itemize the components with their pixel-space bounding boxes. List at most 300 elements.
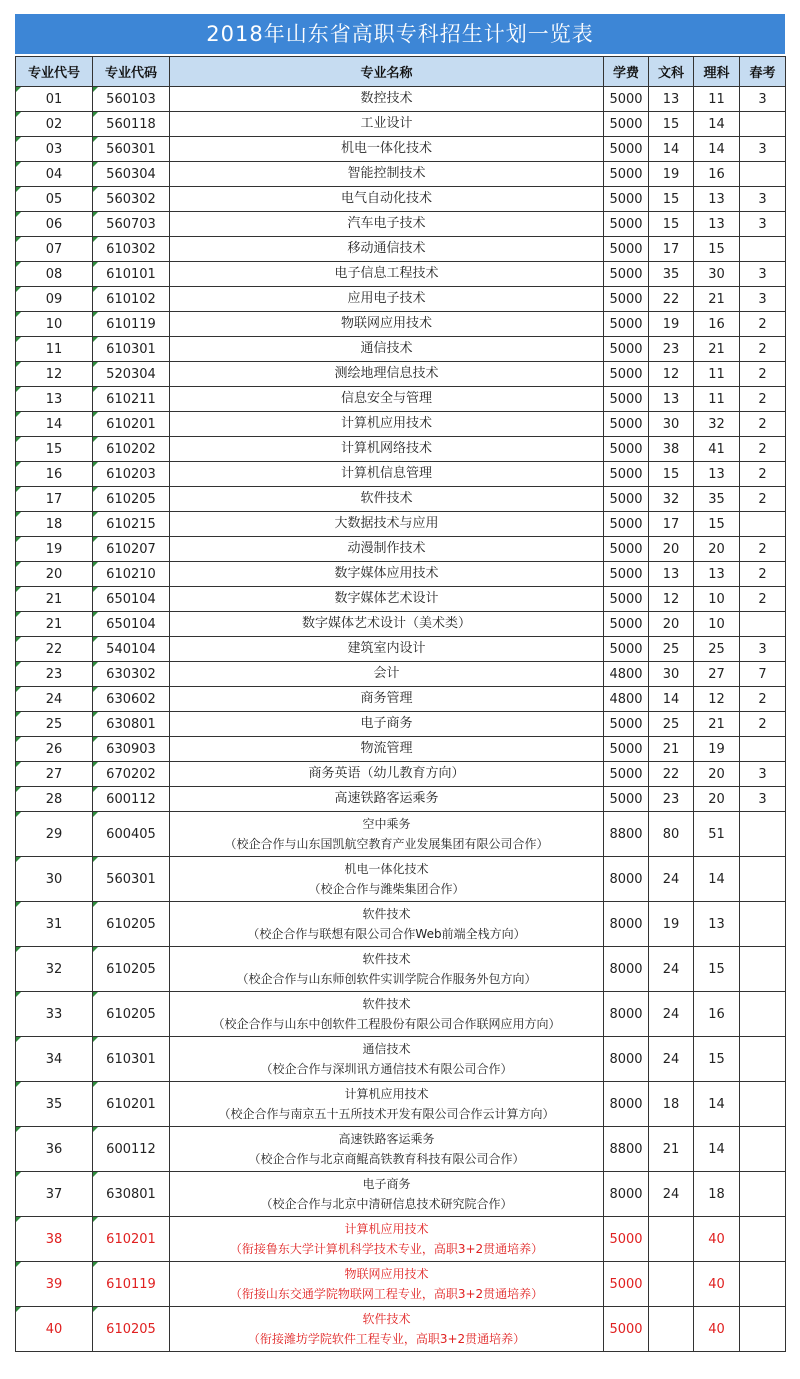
- arts-cell: 32: [649, 487, 694, 512]
- spring-cell: [740, 612, 786, 637]
- fee-cell: 8000: [604, 992, 649, 1037]
- arts-cell: 19: [649, 162, 694, 187]
- spring-cell: [740, 237, 786, 262]
- fee-cell: 5000: [604, 87, 649, 112]
- table-row: [16, 537, 786, 562]
- sci-cell: 13: [694, 902, 740, 947]
- name-cell: [170, 1307, 604, 1352]
- seq-cell: 06: [16, 212, 93, 237]
- code-cell: 610102: [93, 287, 170, 312]
- spring-cell: 2: [740, 312, 786, 337]
- fee-cell: 5000: [604, 1307, 649, 1352]
- fee-cell: 4800: [604, 687, 649, 712]
- name-cell: 会计: [170, 662, 604, 687]
- fee-cell: 5000: [604, 1217, 649, 1262]
- code-cell: 560301: [93, 857, 170, 902]
- code-cell: 610215: [93, 512, 170, 537]
- arts-cell: 23: [649, 337, 694, 362]
- code-cell: 610202: [93, 437, 170, 462]
- seq-cell: 19: [16, 537, 93, 562]
- table-row: [16, 687, 786, 712]
- code-cell: 630903: [93, 737, 170, 762]
- arts-cell: 25: [649, 637, 694, 662]
- major-name: 空中乘务: [362, 817, 411, 831]
- table-row: [16, 137, 786, 162]
- arts-cell: 21: [649, 737, 694, 762]
- name-cell: [170, 992, 604, 1037]
- major-note: （校企合作与山东师创软件实训学院合作服务外包方向）: [236, 972, 537, 986]
- code-cell: 610101: [93, 262, 170, 287]
- fee-cell: 8000: [604, 1037, 649, 1082]
- sci-cell: 21: [694, 337, 740, 362]
- major-name: 通信技术: [362, 1042, 411, 1056]
- sci-cell: 15: [694, 237, 740, 262]
- seq-cell: 08: [16, 262, 93, 287]
- major-name: 电子商务: [362, 1177, 411, 1191]
- seq-cell: 04: [16, 162, 93, 187]
- sci-cell: 15: [694, 512, 740, 537]
- sci-cell: 25: [694, 637, 740, 662]
- table-row: [16, 237, 786, 262]
- name-cell: [170, 1262, 604, 1307]
- major-note: （校企合作与深圳讯方通信技术有限公司合作）: [260, 1062, 513, 1076]
- name-cell: 数控技术: [170, 87, 604, 112]
- code-cell: 670202: [93, 762, 170, 787]
- name-cell: 商务管理: [170, 687, 604, 712]
- spring-cell: [740, 162, 786, 187]
- fee-cell: 5000: [604, 612, 649, 637]
- table-row: [16, 1037, 786, 1082]
- arts-cell: 14: [649, 687, 694, 712]
- code-cell: 560302: [93, 187, 170, 212]
- header-spring: 春考: [740, 57, 786, 87]
- seq-cell: 36: [16, 1127, 93, 1172]
- name-cell: [170, 812, 604, 857]
- arts-cell: 38: [649, 437, 694, 462]
- name-cell: 高速铁路客运乘务: [170, 787, 604, 812]
- header-arts: 文科: [649, 57, 694, 87]
- table-row: [16, 312, 786, 337]
- table-row: [16, 337, 786, 362]
- spring-cell: [740, 1217, 786, 1262]
- name-cell: [170, 1037, 604, 1082]
- spring-cell: [740, 992, 786, 1037]
- arts-cell: 25: [649, 712, 694, 737]
- name-cell: 计算机应用技术: [170, 412, 604, 437]
- seq-cell: 32: [16, 947, 93, 992]
- table-row: [16, 662, 786, 687]
- fee-cell: 5000: [604, 337, 649, 362]
- seq-cell: 12: [16, 362, 93, 387]
- seq-cell: 40: [16, 1307, 93, 1352]
- spring-cell: 2: [740, 362, 786, 387]
- spring-cell: 7: [740, 662, 786, 687]
- fee-cell: 5000: [604, 312, 649, 337]
- fee-cell: 5000: [604, 262, 649, 287]
- seq-cell: 34: [16, 1037, 93, 1082]
- table-row: [16, 812, 786, 857]
- sci-cell: 13: [694, 187, 740, 212]
- arts-cell: 20: [649, 537, 694, 562]
- table-row: [16, 1307, 786, 1352]
- sci-cell: 20: [694, 762, 740, 787]
- sci-cell: 14: [694, 857, 740, 902]
- seq-cell: 09: [16, 287, 93, 312]
- name-cell: 数字媒体艺术设计: [170, 587, 604, 612]
- spring-cell: 2: [740, 712, 786, 737]
- name-cell: 数字媒体艺术设计（美术类）: [170, 612, 604, 637]
- fee-cell: 5000: [604, 762, 649, 787]
- sci-cell: 41: [694, 437, 740, 462]
- arts-cell: 35: [649, 262, 694, 287]
- spring-cell: [740, 1307, 786, 1352]
- seq-cell: 18: [16, 512, 93, 537]
- seq-cell: 23: [16, 662, 93, 687]
- arts-cell: 15: [649, 112, 694, 137]
- table-row: [16, 1172, 786, 1217]
- spring-cell: 2: [740, 687, 786, 712]
- table-row: [16, 762, 786, 787]
- seq-cell: 14: [16, 412, 93, 437]
- sci-cell: 13: [694, 462, 740, 487]
- seq-cell: 37: [16, 1172, 93, 1217]
- header-seq: 专业代号: [16, 57, 93, 87]
- header-sci: 理科: [694, 57, 740, 87]
- fee-cell: 5000: [604, 237, 649, 262]
- arts-cell: 12: [649, 362, 694, 387]
- fee-cell: 5000: [604, 212, 649, 237]
- arts-cell: 20: [649, 612, 694, 637]
- fee-cell: 5000: [604, 287, 649, 312]
- code-cell: 600112: [93, 787, 170, 812]
- seq-cell: 29: [16, 812, 93, 857]
- sci-cell: 16: [694, 162, 740, 187]
- seq-cell: 30: [16, 857, 93, 902]
- table-row: [16, 992, 786, 1037]
- seq-cell: 38: [16, 1217, 93, 1262]
- fee-cell: 5000: [604, 362, 649, 387]
- header-name: 专业名称: [170, 57, 604, 87]
- code-cell: 610301: [93, 337, 170, 362]
- arts-cell: 19: [649, 902, 694, 947]
- arts-cell: 30: [649, 662, 694, 687]
- code-cell: 600405: [93, 812, 170, 857]
- table-row: [16, 212, 786, 237]
- spring-cell: [740, 1037, 786, 1082]
- spring-cell: 2: [740, 537, 786, 562]
- sci-cell: 13: [694, 212, 740, 237]
- major-note: （衔接潍坊学院软件工程专业，高职3+2贯通培养）: [247, 1332, 526, 1346]
- code-cell: 520304: [93, 362, 170, 387]
- arts-cell: 24: [649, 1172, 694, 1217]
- name-cell: 数字媒体应用技术: [170, 562, 604, 587]
- seq-cell: 11: [16, 337, 93, 362]
- code-cell: 560118: [93, 112, 170, 137]
- spring-cell: 2: [740, 562, 786, 587]
- seq-cell: 33: [16, 992, 93, 1037]
- code-cell: 560304: [93, 162, 170, 187]
- sci-cell: 15: [694, 1037, 740, 1082]
- name-cell: [170, 947, 604, 992]
- sci-cell: 14: [694, 1082, 740, 1127]
- seq-cell: 27: [16, 762, 93, 787]
- major-name: 软件技术: [362, 907, 411, 921]
- seq-cell: 21: [16, 587, 93, 612]
- spring-cell: [740, 512, 786, 537]
- fee-cell: 5000: [604, 637, 649, 662]
- code-cell: 630302: [93, 662, 170, 687]
- code-cell: 630801: [93, 1172, 170, 1217]
- fee-cell: 5000: [604, 462, 649, 487]
- arts-cell: 24: [649, 947, 694, 992]
- name-cell: [170, 1127, 604, 1172]
- name-cell: 物流管理: [170, 737, 604, 762]
- code-cell: 610203: [93, 462, 170, 487]
- name-cell: [170, 1172, 604, 1217]
- name-cell: 工业设计: [170, 112, 604, 137]
- arts-cell: 13: [649, 387, 694, 412]
- sci-cell: 21: [694, 287, 740, 312]
- sci-cell: 19: [694, 737, 740, 762]
- spring-cell: [740, 1127, 786, 1172]
- arts-cell: [649, 1262, 694, 1307]
- arts-cell: 23: [649, 787, 694, 812]
- code-cell: 610119: [93, 1262, 170, 1307]
- fee-cell: 8000: [604, 1082, 649, 1127]
- major-note: （校企合作与联想有限公司合作Web前端全栈方向）: [247, 927, 526, 941]
- sci-cell: 32: [694, 412, 740, 437]
- name-cell: [170, 1217, 604, 1262]
- spring-cell: 3: [740, 212, 786, 237]
- code-cell: 610301: [93, 1037, 170, 1082]
- fee-cell: 5000: [604, 187, 649, 212]
- sci-cell: 15: [694, 947, 740, 992]
- code-cell: 610211: [93, 387, 170, 412]
- seq-cell: 39: [16, 1262, 93, 1307]
- seq-cell: 20: [16, 562, 93, 587]
- table-row: [16, 387, 786, 412]
- code-cell: 560103: [93, 87, 170, 112]
- code-cell: 560703: [93, 212, 170, 237]
- spring-cell: 2: [740, 462, 786, 487]
- major-note: （衔接鲁东大学计算机科学技术专业，高职3+2贯通培养）: [229, 1242, 544, 1256]
- name-cell: 机电一体化技术: [170, 137, 604, 162]
- major-name: 软件技术: [362, 997, 411, 1011]
- arts-cell: 15: [649, 462, 694, 487]
- table-row: [16, 112, 786, 137]
- arts-cell: [649, 1307, 694, 1352]
- code-cell: 630602: [93, 687, 170, 712]
- table-row: [16, 1127, 786, 1172]
- spring-cell: 2: [740, 437, 786, 462]
- fee-cell: 8000: [604, 902, 649, 947]
- seq-cell: 05: [16, 187, 93, 212]
- sci-cell: 10: [694, 612, 740, 637]
- major-note: （校企合作与北京商鲲高铁教育科技有限公司合作）: [248, 1152, 525, 1166]
- sci-cell: 16: [694, 992, 740, 1037]
- name-cell: 大数据技术与应用: [170, 512, 604, 537]
- fee-cell: 8800: [604, 1127, 649, 1172]
- fee-cell: 5000: [604, 512, 649, 537]
- arts-cell: 30: [649, 412, 694, 437]
- table-row: [16, 87, 786, 112]
- arts-cell: 17: [649, 237, 694, 262]
- arts-cell: 22: [649, 287, 694, 312]
- spring-cell: 2: [740, 387, 786, 412]
- code-cell: 610205: [93, 487, 170, 512]
- fee-cell: 5000: [604, 562, 649, 587]
- seq-cell: 01: [16, 87, 93, 112]
- code-cell: 560301: [93, 137, 170, 162]
- table-row: [16, 362, 786, 387]
- major-name: 机电一体化技术: [344, 862, 429, 876]
- sci-cell: 40: [694, 1307, 740, 1352]
- name-cell: 电子商务: [170, 712, 604, 737]
- sci-cell: 27: [694, 662, 740, 687]
- fee-cell: 5000: [604, 737, 649, 762]
- major-name: 物联网应用技术: [344, 1267, 429, 1281]
- code-cell: 610205: [93, 947, 170, 992]
- table-title: 2018年山东省高职专科招生计划一览表: [15, 14, 785, 54]
- name-cell: 测绘地理信息技术: [170, 362, 604, 387]
- spring-cell: 3: [740, 287, 786, 312]
- spring-cell: [740, 737, 786, 762]
- arts-cell: [649, 1217, 694, 1262]
- sci-cell: 51: [694, 812, 740, 857]
- fee-cell: 5000: [604, 162, 649, 187]
- code-cell: 650104: [93, 612, 170, 637]
- fee-cell: 5000: [604, 437, 649, 462]
- name-cell: 应用电子技术: [170, 287, 604, 312]
- major-note: （衔接山东交通学院物联网工程专业，高职3+2贯通培养）: [229, 1287, 544, 1301]
- sci-cell: 14: [694, 1127, 740, 1172]
- major-name: 软件技术: [362, 1312, 411, 1326]
- enrollment-plan-table: [15, 56, 786, 1352]
- table-row: [16, 1217, 786, 1262]
- code-cell: 610205: [93, 1307, 170, 1352]
- arts-cell: 15: [649, 212, 694, 237]
- sci-cell: 40: [694, 1262, 740, 1307]
- header-row: [16, 57, 786, 87]
- sci-cell: 11: [694, 87, 740, 112]
- spring-cell: 3: [740, 137, 786, 162]
- fee-cell: 8000: [604, 857, 649, 902]
- major-note: （校企合作与南京五十五所技术开发有限公司合作云计算方向）: [218, 1107, 555, 1121]
- sci-cell: 10: [694, 587, 740, 612]
- spring-cell: [740, 902, 786, 947]
- sci-cell: 20: [694, 537, 740, 562]
- arts-cell: 19: [649, 312, 694, 337]
- sci-cell: 12: [694, 687, 740, 712]
- fee-cell: 8000: [604, 1172, 649, 1217]
- sci-cell: 16: [694, 312, 740, 337]
- header-code: 专业代码: [93, 57, 170, 87]
- code-cell: 630801: [93, 712, 170, 737]
- seq-cell: 31: [16, 902, 93, 947]
- code-cell: 610201: [93, 412, 170, 437]
- code-cell: 610207: [93, 537, 170, 562]
- fee-cell: 8000: [604, 947, 649, 992]
- sci-cell: 20: [694, 787, 740, 812]
- spring-cell: 2: [740, 412, 786, 437]
- seq-cell: 22: [16, 637, 93, 662]
- table-row: [16, 612, 786, 637]
- seq-cell: 02: [16, 112, 93, 137]
- arts-cell: 17: [649, 512, 694, 537]
- seq-cell: 28: [16, 787, 93, 812]
- header-fee: 学费: [604, 57, 649, 87]
- arts-cell: 13: [649, 87, 694, 112]
- arts-cell: 12: [649, 587, 694, 612]
- spring-cell: 2: [740, 587, 786, 612]
- arts-cell: 15: [649, 187, 694, 212]
- table-row: [16, 637, 786, 662]
- sci-cell: 11: [694, 362, 740, 387]
- table-row: [16, 562, 786, 587]
- spring-cell: [740, 812, 786, 857]
- fee-cell: 5000: [604, 112, 649, 137]
- spring-cell: 3: [740, 87, 786, 112]
- fee-cell: 5000: [604, 787, 649, 812]
- sci-cell: 40: [694, 1217, 740, 1262]
- name-cell: 智能控制技术: [170, 162, 604, 187]
- name-cell: 动漫制作技术: [170, 537, 604, 562]
- arts-cell: 24: [649, 857, 694, 902]
- table-row: [16, 857, 786, 902]
- code-cell: 610205: [93, 992, 170, 1037]
- name-cell: 汽车电子技术: [170, 212, 604, 237]
- fee-cell: 5000: [604, 387, 649, 412]
- arts-cell: 22: [649, 762, 694, 787]
- name-cell: [170, 857, 604, 902]
- sci-cell: 14: [694, 137, 740, 162]
- spring-cell: 3: [740, 637, 786, 662]
- major-name: 计算机应用技术: [344, 1222, 429, 1236]
- seq-cell: 16: [16, 462, 93, 487]
- code-cell: 650104: [93, 587, 170, 612]
- table-row: [16, 1262, 786, 1307]
- fee-cell: 5000: [604, 712, 649, 737]
- sci-cell: 30: [694, 262, 740, 287]
- sci-cell: 35: [694, 487, 740, 512]
- name-cell: 计算机信息管理: [170, 462, 604, 487]
- arts-cell: 24: [649, 1037, 694, 1082]
- table-row: [16, 947, 786, 992]
- table-row: [16, 712, 786, 737]
- table-row: [16, 412, 786, 437]
- major-note: （校企合作与山东中创软件工程股份有限公司合作联网应用方向）: [212, 1017, 561, 1031]
- code-cell: 610119: [93, 312, 170, 337]
- sci-cell: 21: [694, 712, 740, 737]
- spring-cell: 2: [740, 487, 786, 512]
- seq-cell: 21: [16, 612, 93, 637]
- fee-cell: 4800: [604, 662, 649, 687]
- seq-cell: 25: [16, 712, 93, 737]
- code-cell: 610210: [93, 562, 170, 587]
- fee-cell: 5000: [604, 587, 649, 612]
- seq-cell: 15: [16, 437, 93, 462]
- table-row: [16, 737, 786, 762]
- seq-cell: 13: [16, 387, 93, 412]
- sci-cell: 13: [694, 562, 740, 587]
- spring-cell: [740, 1172, 786, 1217]
- spring-cell: 3: [740, 762, 786, 787]
- spring-cell: [740, 947, 786, 992]
- name-cell: 通信技术: [170, 337, 604, 362]
- spring-cell: 2: [740, 337, 786, 362]
- fee-cell: 8800: [604, 812, 649, 857]
- code-cell: 600112: [93, 1127, 170, 1172]
